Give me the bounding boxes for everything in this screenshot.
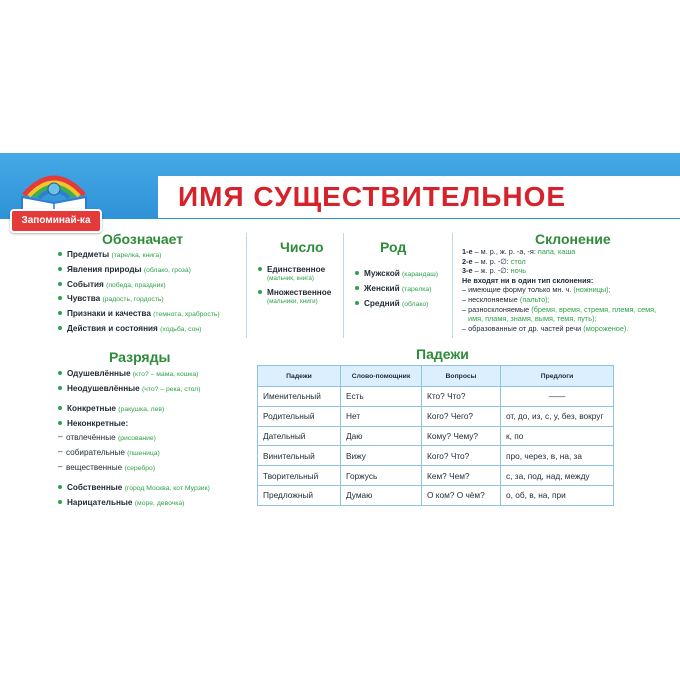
table-row <box>258 485 614 505</box>
helper-word: Нет <box>341 406 422 426</box>
case-name: Предложный <box>258 485 341 505</box>
divider <box>452 233 453 338</box>
table-row <box>258 466 614 486</box>
list-item: Неодушевлённые (что? – река, стол) <box>58 384 210 393</box>
rod-heading: Род <box>380 239 407 255</box>
declension-row: 2-е – м. р. -∅: стол <box>462 256 526 266</box>
declension-note: Не входят ни в один тип склонения: <box>462 275 594 285</box>
list-item: Женский (тарелка) <box>355 284 438 293</box>
list-item: Признаки и качества (темнота, храбрость) <box>58 309 220 318</box>
oboznachaet-list <box>58 250 220 339</box>
list-item: Предметы (тарелка, книга) <box>58 250 220 259</box>
questions: Кто? Что? <box>422 387 501 407</box>
column-header: Предлоги <box>501 366 614 387</box>
list-item: – отвлечённые (рисование) <box>58 433 210 442</box>
table-row <box>258 387 614 407</box>
list-item: События (победа, праздник) <box>58 280 220 289</box>
questions: О ком? О чём? <box>422 485 501 505</box>
case-name: Винительный <box>258 446 341 466</box>
prepositions: про, через, в, на, за <box>501 446 614 466</box>
logo-label: Запоминай-ка <box>10 209 102 233</box>
declension-row: 3-е – ж. р. -∅: ночь <box>462 266 527 276</box>
list-item: Собственные (город Москва, кот Мурзик) <box>58 483 210 492</box>
case-name: Дательный <box>258 426 341 446</box>
declension-exception: – несклоняемые (пальто); <box>462 294 550 304</box>
padezhi-heading: Падежи <box>416 346 469 362</box>
table-header-row <box>258 366 614 387</box>
helper-word: Есть <box>341 387 422 407</box>
chislo-list <box>258 265 331 311</box>
table-row <box>258 426 614 446</box>
declension-exception: имя, пламя, знамя, вымя, темя, путь); <box>468 314 597 324</box>
column-header: Падежи <box>258 366 341 387</box>
case-name: Именительный <box>258 387 341 407</box>
divider <box>246 233 247 338</box>
list-item: – собирательные (пшеница) <box>58 448 210 457</box>
table-row <box>258 406 614 426</box>
list-item: Конкретные (ракушка, лев) <box>58 404 210 413</box>
poster <box>0 153 680 535</box>
chislo-heading: Число <box>280 239 324 255</box>
page-title: ИМЯ СУЩЕСТВИТЕЛЬНОЕ <box>178 181 567 212</box>
questions: Кого? Чего? <box>422 406 501 426</box>
helper-word: Даю <box>341 426 422 446</box>
sklonenie-heading: Склонение <box>535 231 611 247</box>
list-item: Одушевлённые (кто? – мама, кошка) <box>58 369 210 378</box>
column-header: Вопросы <box>422 366 501 387</box>
case-name: Творительный <box>258 466 341 486</box>
prepositions: —— <box>501 387 614 407</box>
questions: Кому? Чему? <box>422 426 501 446</box>
list-item: Средний (облако) <box>355 299 438 308</box>
cases-table <box>257 365 614 506</box>
list-item: Неконкретные: <box>58 419 210 428</box>
column-header: Слово-помощник <box>341 366 422 387</box>
list-item: Явления природы (облако, гроза) <box>58 265 220 274</box>
list-item: Мужской (карандаш) <box>355 269 438 278</box>
divider <box>343 233 344 338</box>
book-icon <box>16 167 92 215</box>
questions: Кем? Чем? <box>422 466 501 486</box>
case-name: Родительный <box>258 406 341 426</box>
prepositions: к, по <box>501 426 614 446</box>
declension-row: 1-е – м. р., ж. р. -а, -я: папа, каша <box>462 247 576 256</box>
list-item: Единственное (мальчик, книга) <box>258 265 331 282</box>
list-item: Действия и состояния (ходьба, сон) <box>58 324 220 333</box>
helper-word: Вижу <box>341 446 422 466</box>
declension-exception: – разносклоняемые (бремя, время, стремя, племя, семя, <box>462 304 657 314</box>
prepositions: от, до, из, с, у, без, вокруг <box>501 406 614 426</box>
declension-exception: – образованные от др. частей речи (мороженое). <box>462 323 629 333</box>
declension-exception: – имеющие форму только мн. ч. (ножницы); <box>462 285 611 295</box>
logo <box>10 167 98 241</box>
oboznachaet-heading: Обозначает <box>102 231 184 247</box>
sklonenie-block <box>462 247 674 333</box>
list-item: – вещественные (серебро) <box>58 463 210 472</box>
list-item: Множественное (мальчики, книги) <box>258 288 331 305</box>
helper-word: Горжусь <box>341 466 422 486</box>
prepositions: о, об, в, на, при <box>501 485 614 505</box>
rod-list <box>355 269 438 313</box>
prepositions: с, за, под, над, между <box>501 466 614 486</box>
helper-word: Думаю <box>341 485 422 505</box>
razryady-list <box>58 369 210 513</box>
list-item: Чувства (радость, гордость) <box>58 294 220 303</box>
list-item: Нарицательные (море, девочка) <box>58 498 210 507</box>
table-row <box>258 446 614 466</box>
questions: Кого? Что? <box>422 446 501 466</box>
razryady-heading: Разряды <box>109 349 171 365</box>
